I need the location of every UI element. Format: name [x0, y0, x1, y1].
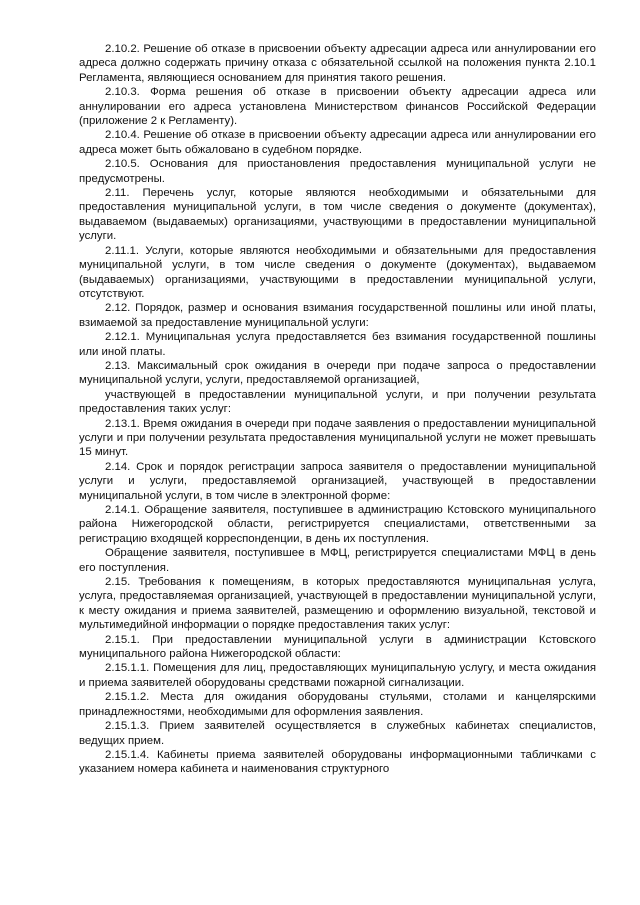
paragraph-2-15-1-2: 2.15.1.2. Места для ожидания оборудованы стульями, столами и канцелярскими принадлежностями, необходимыми для оформления заявления.	[79, 691, 596, 718]
paragraph-2-14-1: 2.14.1. Обращение заявителя, поступившее в администрацию Кстовского муниципального района Нижегородской области, регистрируется специалистами, ответственными за регистрацию входящей корреспонденции, в день их поступления.	[79, 504, 596, 545]
paragraph-2-15-1: 2.15.1. При предоставлении муниципальной услуги в администрации Кстовского муниципального района Нижегородской области:	[79, 633, 596, 661]
paragraph-2-11-1: 2.11.1. Услуги, которые являются необходимыми и обязательными для предоставления муниципальной услуги, в том числе сведения о документе (документах), выдаваемом (выдаваемых) организациями, участвующими в предоставлении муниципальной услуги, отсутствуют.	[79, 244, 596, 300]
paragraph-2-13: 2.13. Максимальный срок ожидания в очереди при подаче запроса о предоставлении муниципальной услуги, услуги, предоставляемой организацией,	[79, 359, 596, 387]
paragraph-2-15-1-1: 2.15.1.1. Помещения для лиц, предоставляющих муниципальную услугу, и места ожидания и приема заявителей оборудованы средствами пожарной сигнализации.	[79, 662, 596, 689]
paragraph-2-15: 2.15. Требования к помещениям, в которых предоставляются муниципальная услуга, услуга, предоставляемая организацией, участвующей в предоставлении муниципальной услуги, к месту ожидания и приема заявителей, размещению и оформлению визуальной, текстовой и мультимедийной информации о порядке предоставления таких услуг:	[79, 576, 596, 632]
paragraph-2-15-1-4: 2.15.1.4. Кабинеты приема заявителей оборудованы информационными табличками с указанием номера кабинета и наименования структурного	[79, 748, 596, 776]
paragraph-2-11: 2.11. Перечень услуг, которые являются необходимыми и обязательными для предоставления муниципальной услуги, в том числе сведения о документе (документах), выдаваемом (выдаваемых) организациями, участвующими в предоставлении муниципальной услуги.	[79, 187, 596, 243]
paragraph-2-10-4: 2.10.4. Решение об отказе в присвоении объекту адресации адреса или аннулировании его адреса может быть обжаловано в судебном порядке.	[79, 129, 596, 156]
paragraph-2-13-continued: участвующей в предоставлении муниципальной услуги, и при получении результата предоставления таких услуг:	[79, 388, 596, 416]
paragraph-2-12: 2.12. Порядок, размер и основания взимания государственной пошлины или иной платы, взимаемой за предоставление муниципальной услуги:	[79, 302, 596, 329]
paragraph-2-12-1: 2.12.1. Муниципальная услуга предоставляется без взимания государственной пошлины или иной платы.	[79, 331, 596, 358]
paragraph-2-10-2: 2.10.2. Решение об отказе в присвоении объекту адресации адреса или аннулировании его адреса должно содержать причину отказа с обязательной ссылкой на положения пункта 2.10.1 Регламента, являющиеся основанием для принятия такого решения.	[79, 43, 596, 84]
paragraph-2-10-5: 2.10.5. Основания для приостановления предоставления муниципальной услуги не предусмотрены.	[79, 158, 596, 185]
paragraph-2-13-1: 2.13.1. Время ожидания в очереди при подаче заявления о предоставлении муниципальной услуги и при получении результата предоставления муниципальной услуги не может превышать 15 минут.	[79, 417, 596, 459]
paragraph-2-14: 2.14. Срок и порядок регистрации запроса заявителя о предоставлении муниципальной услуги и услуги, предоставляемой организацией, участвующей в предоставлении муниципальной услуги, в том числе в электронной форме:	[79, 460, 596, 502]
paragraph-2-10-3: 2.10.3. Форма решения об отказе в присвоении объекту адресации адреса или аннулировании его адреса установлена Министерством финансов Российской Федерации (приложение 2 к Регламенту).	[79, 86, 596, 128]
paragraph-mfc-registration: Обращение заявителя, поступившее в МФЦ, регистрируется специалистами МФЦ в день его поступления.	[79, 547, 596, 574]
paragraph-2-15-1-3: 2.15.1.3. Прием заявителей осуществляется в служебных кабинетах специалистов, ведущих прием.	[79, 720, 596, 747]
